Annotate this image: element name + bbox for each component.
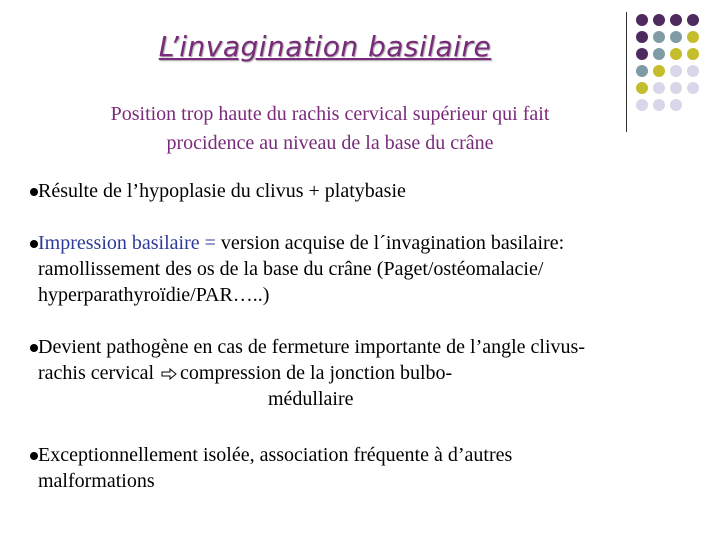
- bullet-item-3: [30, 334, 710, 412]
- decorative-dot: [670, 14, 682, 26]
- arrow-right-icon: [161, 368, 177, 380]
- bullet-2-highlight: Impression basilaire =: [38, 232, 216, 254]
- decorative-dot: [687, 82, 699, 94]
- decorative-dot: [636, 82, 648, 94]
- subtitle-line-2: procidence au niveau de la base du crâne: [166, 132, 494, 154]
- decorative-dot: [636, 48, 648, 60]
- bullet-2-line-3: hyperparathyroïdie/PAR…..): [38, 284, 270, 306]
- bullet-3-line-2a: rachis cervical: [38, 362, 160, 384]
- bullet-dot: [30, 452, 38, 460]
- decorative-dot: [653, 31, 665, 43]
- decorative-dot: [687, 14, 699, 26]
- bullet-2-line-1: version acquise de l´invagination basilaire:: [215, 232, 565, 254]
- bullet-dot: [30, 188, 38, 196]
- decorative-dot: [653, 65, 665, 77]
- decorative-dot: [670, 48, 682, 60]
- bullet-3-line-1: Devient pathogène en cas de fermeture importante de l’angle clivus-: [38, 336, 585, 358]
- decorative-dot: [653, 48, 665, 60]
- slide-title: L’invagination basilaire: [158, 30, 492, 63]
- decorative-dot: [636, 14, 648, 26]
- decorative-dot-grid: [634, 12, 718, 122]
- decorative-dot: [670, 65, 682, 77]
- bullet-dot: [30, 344, 38, 352]
- bullet-item-1: [30, 178, 710, 204]
- decorative-dot: [670, 82, 682, 94]
- bullet-dot: [30, 240, 38, 248]
- bullet-4-line-1: Exceptionnellement isolée, association fréquente à d’autres: [38, 444, 513, 466]
- bullet-item-4: [30, 442, 710, 494]
- decorative-dot: [687, 48, 699, 60]
- decorative-dot: [670, 31, 682, 43]
- decorative-dot: [653, 82, 665, 94]
- bullet-3-line-3: médullaire: [268, 388, 354, 410]
- decorative-dot: [653, 99, 665, 111]
- bullet-3-line-2b: compression de la jonction bulbo-: [180, 362, 453, 384]
- slide-subtitle: [40, 100, 620, 158]
- bullet-item-2: [30, 230, 710, 308]
- vertical-divider: [626, 12, 627, 132]
- bullet-4-line-2: malformations: [38, 470, 155, 492]
- bullet-2-line-2: ramollissement des os de la base du crâne (Paget/ostéomalacie/: [38, 258, 544, 280]
- decorative-dot: [670, 99, 682, 111]
- bullet-1-text: Résulte de l’hypoplasie du clivus + platybasie: [38, 180, 406, 202]
- subtitle-line-1: Position trop haute du rachis cervical supérieur qui fait: [110, 103, 550, 125]
- decorative-dot: [636, 65, 648, 77]
- decorative-dot: [687, 31, 699, 43]
- decorative-dot: [687, 65, 699, 77]
- decorative-dot: [636, 99, 648, 111]
- decorative-dot: [636, 31, 648, 43]
- decorative-dot: [653, 14, 665, 26]
